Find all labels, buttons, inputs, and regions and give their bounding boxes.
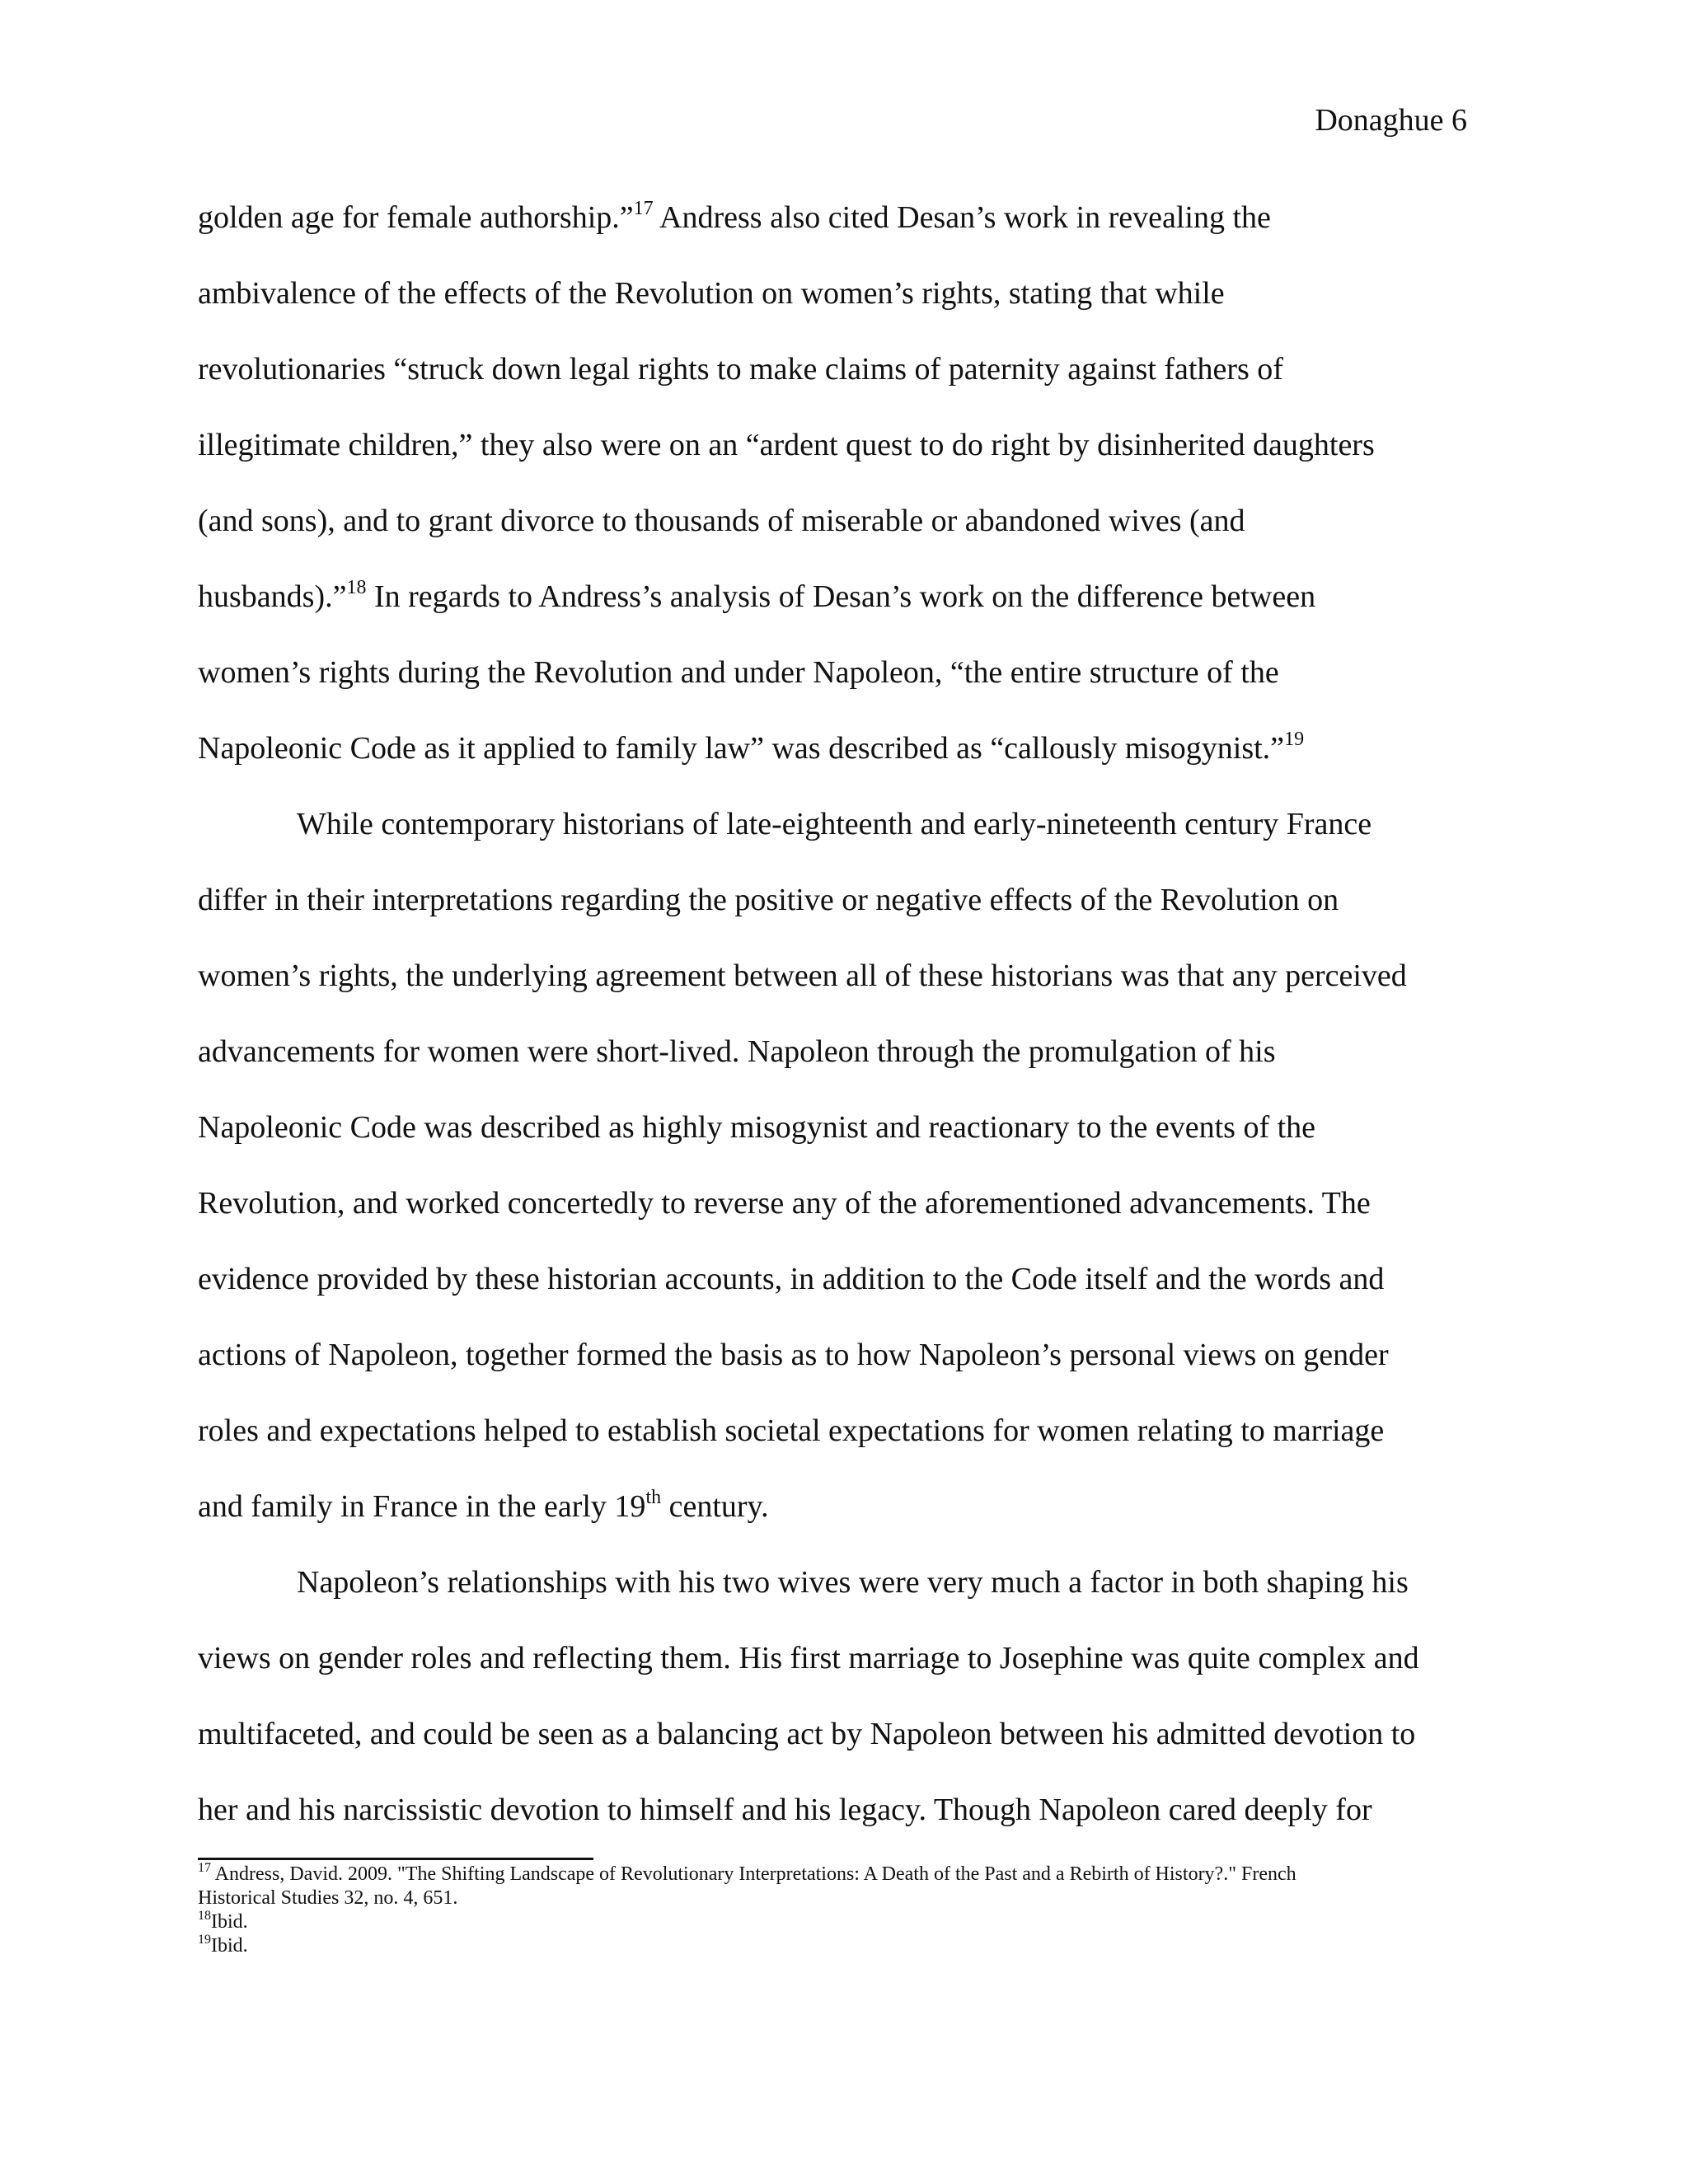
body-line-7: women’s rights during the Revolution and under Napoleon, “the entire structure of the xyxy=(198,655,1279,690)
body-line-1: golden age for female authorship.”$^{17}$ Andress also cited Desan’s work in revealing the xyxy=(198,198,1271,235)
ordinal-suffix: th xyxy=(645,1487,662,1509)
body-line-16: actions of Napoleon, together formed the basis as to how Napoleon’s personal views on gender xyxy=(198,1338,1389,1372)
body-line-11: women’s rights, the underlying agreement between all of these historians was that any perceived xyxy=(198,958,1407,993)
footnote-separator xyxy=(198,1858,593,1860)
body-line-10: differ in their interpretations regarding the positive or negative effects of the Revolution on xyxy=(198,883,1339,917)
body-line-21: multifaceted, and could be seen as a balancing act by Napoleon between his admitted devotion to xyxy=(198,1717,1416,1751)
body-line-18: and family in France in the early 19th century. xyxy=(198,1487,769,1524)
body-line-14: Revolution, and worked concertedly to reverse any of the aforementioned advancements. The xyxy=(198,1186,1371,1221)
footnote-18: $^{18}$Ibid. xyxy=(198,1909,248,1933)
body-line-12: advancements for women were short-lived. Napoleon through the promulgation of his xyxy=(198,1034,1276,1069)
footnote-17: $^{17}$ Andress, David. 2009. "The Shifting Landscape of Revolutionary Interpretations: A Death of the Past and a Rebirth of History?." French xyxy=(198,1861,1296,1885)
footnote-ref-19[interactable]: 19 xyxy=(1284,729,1305,751)
body-line-15: evidence provided by these historian accounts, in addition to the Code itself and the words and xyxy=(198,1262,1385,1296)
footnote-ref-18[interactable]: 18 xyxy=(346,577,367,599)
body-line-20: views on gender roles and reflecting them. His first marriage to Josephine was quite complex and xyxy=(198,1641,1419,1675)
body-line-13: Napoleonic Code was described as highly misogynist and reactionary to the events of the xyxy=(198,1110,1316,1145)
body-line-2: ambivalence of the effects of the Revolution on women’s rights, stating that while xyxy=(198,276,1225,311)
footnote-17-cont: Historical Studies 32, no. 4, 651. xyxy=(198,1887,458,1909)
body-line-4: illegitimate children,” they also were on an “ardent quest to do right by disinherited daughters xyxy=(198,428,1375,462)
running-head: Donaghue 6 xyxy=(1315,103,1467,138)
body-line-6: husbands).”$^{18}$ In regards to Andress’s analysis of Desan’s work on the difference between xyxy=(198,577,1316,614)
body-line-3: revolutionaries “struck down legal rights to make claims of paternity against fathers of xyxy=(198,352,1283,387)
body-line-8: Napoleonic Code as it applied to family law” was described as “callously misogynist.”$^{19}$ xyxy=(198,729,1305,766)
body-line-17: roles and expectations helped to establish societal expectations for women relating to marriage xyxy=(198,1413,1385,1448)
footnote-ref-17[interactable]: 17 xyxy=(633,198,654,220)
footnote-19: $^{19}$Ibid. xyxy=(198,1933,248,1957)
body-line-9: While contemporary historians of late-eighteenth and early-nineteenth century France xyxy=(297,807,1372,841)
body-line-22: her and his narcissistic devotion to himself and his legacy. Though Napoleon cared deeply for xyxy=(198,1793,1372,1827)
body-line-19: Napoleon’s relationships with his two wives were very much a factor in both shaping his xyxy=(297,1565,1409,1600)
body-line-5: (and sons), and to grant divorce to thousands of miserable or abandoned wives (and xyxy=(198,504,1245,538)
